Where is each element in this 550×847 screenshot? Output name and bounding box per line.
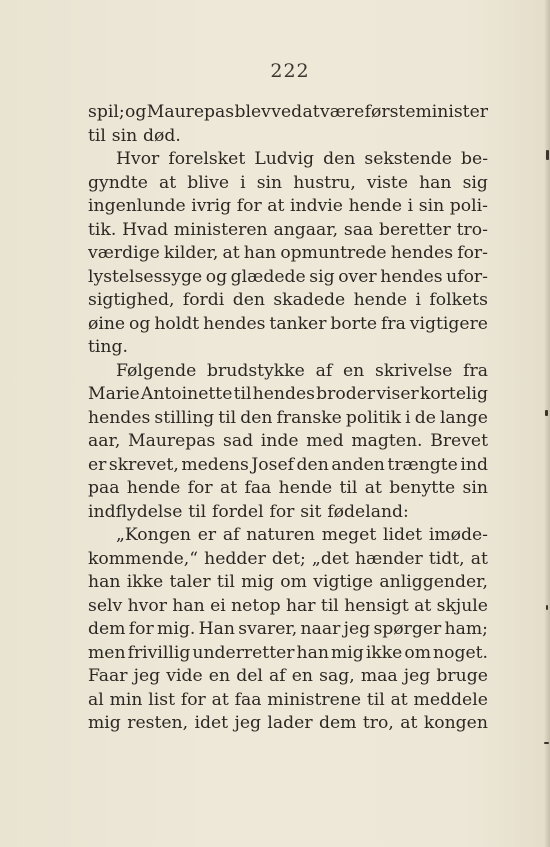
word: at bbox=[222, 243, 240, 263]
word: død. bbox=[142, 125, 181, 146]
word: til bbox=[233, 384, 252, 404]
word: lader bbox=[267, 713, 313, 733]
word: benytte bbox=[389, 478, 456, 498]
word: for bbox=[187, 478, 213, 498]
word: poli- bbox=[449, 196, 488, 216]
word: hendes bbox=[203, 313, 266, 334]
word: den bbox=[232, 290, 265, 310]
word: viser bbox=[376, 384, 419, 404]
word: taler bbox=[169, 572, 211, 592]
text-line bbox=[88, 595, 488, 619]
word: forelsket bbox=[168, 149, 246, 169]
word: naar bbox=[300, 619, 341, 639]
word: det; bbox=[271, 548, 306, 569]
word: brudstykke bbox=[207, 360, 305, 381]
word: gyndte bbox=[88, 172, 148, 193]
word: om bbox=[280, 572, 307, 592]
word: den bbox=[296, 454, 329, 475]
word: sig bbox=[462, 172, 488, 193]
word: en bbox=[342, 360, 365, 381]
word: kilder, bbox=[163, 243, 219, 263]
word: han bbox=[296, 642, 329, 663]
word: at bbox=[219, 478, 238, 498]
word: en bbox=[291, 666, 313, 686]
word: blev bbox=[234, 102, 271, 122]
word: folkets bbox=[429, 290, 488, 310]
word: jeg bbox=[343, 619, 371, 639]
word: opmuntrede bbox=[280, 243, 387, 263]
word: noget. bbox=[433, 642, 488, 663]
word: hendes bbox=[390, 243, 454, 263]
word: holdt bbox=[154, 313, 200, 334]
word: om bbox=[404, 642, 431, 663]
word: del bbox=[236, 666, 263, 686]
text-line bbox=[88, 360, 488, 384]
text-line bbox=[88, 266, 488, 290]
margin-mark bbox=[546, 150, 549, 160]
text-line bbox=[88, 125, 488, 149]
word: broder bbox=[316, 384, 376, 404]
word: Marie bbox=[88, 384, 140, 404]
word: sig bbox=[309, 266, 335, 287]
word: be- bbox=[461, 149, 488, 169]
word: „det bbox=[311, 548, 349, 569]
margin-mark bbox=[546, 605, 548, 610]
text-line bbox=[88, 524, 488, 548]
word: ufor- bbox=[446, 266, 488, 287]
word: for bbox=[269, 501, 295, 522]
word: sit bbox=[300, 501, 322, 522]
word: sin bbox=[418, 196, 445, 216]
word: og bbox=[205, 266, 228, 287]
word: være bbox=[320, 102, 365, 122]
word: naturen bbox=[246, 525, 315, 545]
word: spørger bbox=[373, 619, 442, 639]
word: hedder bbox=[204, 548, 266, 569]
word: tik. bbox=[88, 219, 117, 240]
word: for bbox=[180, 689, 206, 710]
word: af bbox=[315, 360, 333, 381]
word: dem bbox=[318, 713, 357, 733]
word: lystelsessyge bbox=[88, 266, 203, 287]
word: blive bbox=[187, 172, 230, 193]
word: Maurepas bbox=[146, 102, 235, 122]
word: politik bbox=[345, 407, 402, 428]
word: beretter bbox=[379, 219, 451, 240]
word: tro, bbox=[362, 713, 394, 733]
word: Han bbox=[198, 619, 235, 639]
word: anliggender, bbox=[379, 572, 488, 592]
word: at bbox=[414, 595, 432, 616]
word: list bbox=[148, 689, 176, 710]
word: tro- bbox=[456, 219, 488, 240]
word: værdige bbox=[88, 243, 160, 263]
word: Maurepas bbox=[127, 431, 216, 451]
word: magten. bbox=[351, 431, 423, 451]
word: bruge bbox=[436, 666, 488, 686]
word: ingenlunde bbox=[88, 196, 186, 216]
word: for- bbox=[457, 243, 488, 263]
body-text bbox=[88, 101, 488, 736]
word: svarer, bbox=[238, 619, 298, 639]
word: hvor bbox=[127, 595, 167, 616]
word: hende bbox=[126, 478, 181, 498]
word: til bbox=[218, 407, 237, 428]
word: meget bbox=[321, 525, 377, 545]
text-line bbox=[88, 665, 488, 689]
word: vigtige bbox=[313, 572, 374, 592]
word: over bbox=[338, 266, 377, 287]
word: kortelig bbox=[419, 384, 488, 404]
word: at bbox=[470, 548, 488, 569]
word: sin bbox=[256, 172, 283, 193]
word: aar, bbox=[88, 431, 121, 451]
word: fordel bbox=[212, 501, 264, 522]
word: paa bbox=[88, 478, 120, 498]
word: til bbox=[320, 595, 339, 616]
word: han bbox=[88, 572, 121, 592]
text-line bbox=[88, 642, 488, 666]
word: ting. bbox=[88, 337, 128, 357]
word: hendes bbox=[252, 384, 315, 404]
word: mig bbox=[88, 713, 121, 733]
word: den bbox=[240, 407, 273, 428]
word: ministeren bbox=[173, 219, 268, 240]
word: til bbox=[88, 125, 106, 146]
word: en bbox=[208, 666, 231, 686]
word: mig. bbox=[157, 619, 196, 639]
word: tidt, bbox=[428, 548, 465, 569]
word: skadede bbox=[273, 290, 346, 310]
word: ikke bbox=[126, 572, 164, 592]
text-line bbox=[88, 148, 488, 172]
text-line bbox=[88, 712, 488, 736]
word: netop bbox=[231, 595, 281, 616]
word: ind bbox=[460, 454, 488, 475]
word: hende bbox=[278, 478, 333, 498]
word: al bbox=[88, 689, 104, 710]
text-line bbox=[88, 336, 488, 360]
word: den bbox=[323, 149, 356, 169]
word: jeg bbox=[133, 666, 161, 686]
word: til bbox=[188, 501, 207, 522]
word: at bbox=[364, 478, 382, 498]
word: i bbox=[405, 407, 411, 428]
word: med bbox=[306, 431, 344, 451]
text-line bbox=[88, 407, 488, 431]
text-line bbox=[88, 501, 488, 525]
text-line bbox=[88, 477, 488, 501]
word: kommende,“ bbox=[88, 548, 199, 569]
page-edge-shadow bbox=[544, 0, 550, 847]
text-line bbox=[88, 313, 488, 337]
word: Brevet bbox=[430, 431, 488, 451]
word: hendes bbox=[380, 266, 443, 287]
word: sag, bbox=[319, 666, 355, 686]
word: at bbox=[158, 172, 177, 193]
word: Ludvig bbox=[254, 149, 315, 169]
word: min bbox=[109, 689, 143, 710]
page-number: 222 bbox=[270, 60, 310, 82]
margin-mark bbox=[544, 742, 549, 744]
word: og bbox=[129, 313, 151, 334]
word: førsteminister bbox=[364, 102, 488, 122]
word: mig bbox=[241, 572, 274, 592]
text-line bbox=[88, 689, 488, 713]
word: for bbox=[236, 196, 262, 216]
word: sin bbox=[111, 125, 138, 146]
word: til bbox=[216, 572, 235, 592]
word: medens bbox=[181, 454, 249, 475]
word: jeg bbox=[234, 713, 261, 733]
word: og bbox=[124, 102, 147, 122]
text-line bbox=[88, 219, 488, 243]
word: af bbox=[269, 666, 286, 686]
word: maa bbox=[360, 666, 398, 686]
word: trængte bbox=[387, 454, 458, 475]
word: „Kongen bbox=[116, 525, 191, 545]
word: til bbox=[366, 689, 385, 710]
text-line bbox=[88, 101, 488, 125]
word: ivrig bbox=[191, 196, 232, 216]
word: vigtigere bbox=[409, 313, 488, 334]
word: anden bbox=[331, 454, 385, 475]
word: at bbox=[267, 196, 285, 216]
word: at bbox=[302, 102, 320, 122]
word: i bbox=[407, 196, 414, 216]
word: Hvor bbox=[116, 149, 160, 169]
word: spil; bbox=[88, 102, 125, 122]
word: idet bbox=[194, 713, 229, 733]
text-line bbox=[88, 571, 488, 595]
word: skrivelse bbox=[375, 360, 453, 381]
word: har bbox=[285, 595, 316, 616]
word: lidet bbox=[383, 525, 423, 545]
word: hendes bbox=[88, 407, 151, 428]
word: ministrene bbox=[267, 689, 361, 710]
word: meddele bbox=[413, 689, 488, 710]
word: at bbox=[400, 713, 418, 733]
word: glædede bbox=[230, 266, 306, 287]
word: sad bbox=[223, 431, 254, 451]
word: kongen bbox=[423, 713, 488, 733]
word: han bbox=[243, 243, 277, 263]
word: inde bbox=[260, 431, 299, 451]
word: indvie bbox=[290, 196, 343, 216]
text-line bbox=[88, 548, 488, 572]
text-line bbox=[88, 454, 488, 478]
word: vide bbox=[166, 666, 203, 686]
word: hænder bbox=[355, 548, 423, 569]
margin-mark bbox=[545, 410, 548, 416]
word: Følgende bbox=[116, 360, 197, 381]
word: Josef bbox=[251, 454, 294, 475]
word: de bbox=[414, 407, 436, 428]
word: er bbox=[88, 454, 107, 475]
word: ved bbox=[271, 102, 303, 122]
word: sigtighed, bbox=[88, 290, 175, 310]
word: han bbox=[172, 595, 205, 616]
word: resten, bbox=[127, 713, 189, 733]
word: hustru, bbox=[293, 172, 356, 193]
word: frivillig bbox=[127, 642, 191, 663]
word: er bbox=[197, 525, 217, 545]
text-line bbox=[88, 242, 488, 266]
word: ikke bbox=[365, 642, 403, 663]
word: hende bbox=[353, 290, 408, 310]
word: faa bbox=[234, 689, 262, 710]
word: for bbox=[128, 619, 154, 639]
word: skrevet, bbox=[108, 454, 179, 475]
word: ham; bbox=[444, 619, 488, 639]
word: til bbox=[339, 478, 358, 498]
text-line bbox=[88, 289, 488, 313]
word: borte bbox=[330, 313, 378, 334]
word: i bbox=[240, 172, 246, 193]
word: fra bbox=[381, 313, 406, 334]
word: jeg bbox=[403, 666, 431, 686]
word: ei bbox=[210, 595, 226, 616]
word: dem bbox=[88, 619, 126, 639]
word: Hvad bbox=[122, 219, 169, 240]
word: sekstende bbox=[364, 149, 452, 169]
text-line bbox=[88, 618, 488, 642]
word: selv bbox=[88, 595, 123, 616]
word: fødeland: bbox=[327, 501, 409, 522]
word: fordi bbox=[182, 290, 225, 310]
word: saa bbox=[343, 219, 374, 240]
word: men bbox=[88, 642, 126, 663]
word: sin bbox=[462, 478, 488, 498]
text-line bbox=[88, 195, 488, 219]
word: tanker bbox=[269, 313, 327, 334]
word: Faar bbox=[88, 666, 128, 686]
text-line bbox=[88, 172, 488, 196]
word: at bbox=[211, 689, 229, 710]
word: hende bbox=[348, 196, 403, 216]
word: indflydelse bbox=[88, 501, 183, 522]
word: franske bbox=[276, 407, 342, 428]
word: underretter bbox=[192, 642, 295, 663]
text-line bbox=[88, 430, 488, 454]
text-line bbox=[88, 383, 488, 407]
word: viste bbox=[366, 172, 409, 193]
word: angaar, bbox=[273, 219, 339, 240]
word: lange bbox=[439, 407, 488, 428]
word: han bbox=[419, 172, 452, 193]
word: stilling bbox=[154, 407, 215, 428]
word: at bbox=[390, 689, 408, 710]
word: af bbox=[222, 525, 240, 545]
word: skjule bbox=[436, 595, 488, 616]
word: i bbox=[415, 290, 421, 310]
word: fra bbox=[463, 360, 488, 381]
word: faa bbox=[244, 478, 272, 498]
word: øine bbox=[88, 313, 126, 334]
word: mig bbox=[330, 642, 364, 663]
word: hensigt bbox=[344, 595, 409, 616]
word: imøde- bbox=[428, 525, 488, 545]
word: Antoinette bbox=[140, 384, 233, 404]
